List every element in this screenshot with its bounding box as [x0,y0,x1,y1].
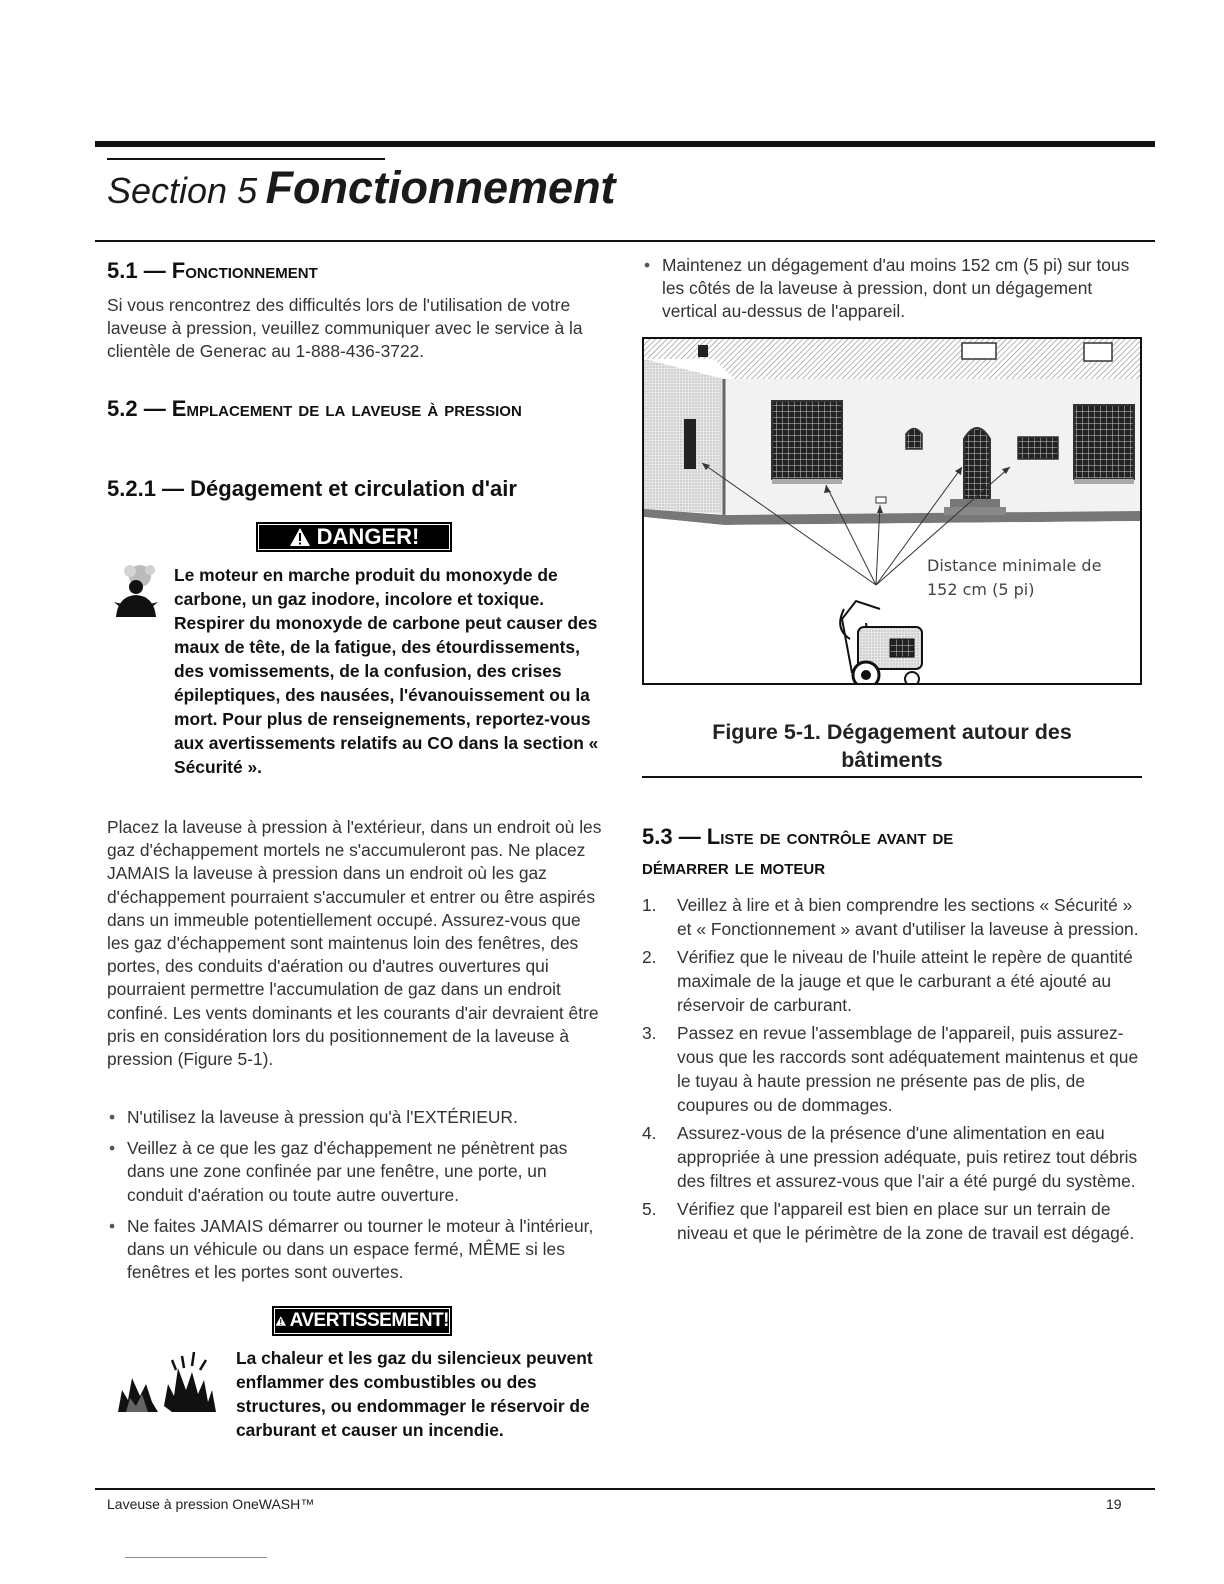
danger-label: DANGER! [316,524,420,549]
section-title: Fonctionnement [265,162,616,213]
list-item [642,1197,1142,1245]
list-item [642,1021,1142,1117]
step-text: Passez en revue l'assemblage de l'appareil, puis assurez-vous que les raccords sont adéquatement maintenus et que le tuyau à haute pression ne présente pas de plis, de coupures ou de dommages. [677,1023,1139,1115]
heading-5-1: 5.1 — Fonctionnement [107,258,318,283]
list-item: • Maintenez un dégagement d'au moins 152 cm (5 pi) sur tous les côtés de la laveuse à pression, dont un dégagement vertical au-dessus de l'appareil. [642,254,1142,324]
fire-hazard-icon [112,1350,228,1416]
heading-5-3-line-2: démarrer le moteur [642,854,826,879]
danger-badge [256,522,452,552]
figure-caption-line-2: bâtiments [841,748,943,772]
pre-start-checklist [642,893,1142,1249]
step-text: Vérifiez que l'appareil est bien en place sur un terrain de niveau et que le périmètre de la zone de travail est dégagé. [677,1199,1135,1243]
footer-rule [95,1488,1155,1490]
paragraph-5-1: Si vous rencontrez des difficultés lors de l'utilisation de votre laveuse à pression, veuillez communiquer avec le service à la clientèle de Generac au 1-888-436-3722. [107,295,583,362]
title-bottom-rule [95,240,1155,242]
top-rule [95,141,1155,147]
list-item: • Veillez à ce que les gaz d'échappement ne pénètrent pas dans une zone confinée par une fenêtre, une porte, un conduit d'aération ou toute autre ouverture. [107,1137,607,1207]
heading-5-2: 5.2 — Emplacement de la laveuse à pression [107,396,522,421]
step-number: 5. [642,1199,657,1219]
step-number: 3. [642,1023,657,1043]
carbon-monoxide-icon [106,562,166,618]
page-number: 19 [1106,1496,1122,1512]
figure-distance-label-line-2: 152 cm (5 pi) [927,580,1035,599]
warning-triangle-icon [275,1313,287,1329]
clearance-bullet [642,254,1142,332]
warning-badge [272,1306,452,1336]
warning-label: AVERTISSEMENT! [289,1310,449,1331]
list-item [642,893,1142,941]
figure-rule [642,776,1142,778]
step-number: 1. [642,895,657,915]
building-clearance-illustration [644,339,1140,683]
list-item [642,945,1142,1017]
bottom-link-line [125,1557,267,1558]
step-number: 4. [642,1123,657,1143]
page-title [107,160,616,227]
section-label: Section 5 [107,170,258,211]
list-item [642,1121,1142,1193]
footer-product-name: Laveuse à pression OneWASH™ [107,1496,315,1512]
heading-5-2-1: 5.2.1 — Dégagement et circulation d'air [107,476,517,501]
step-text: Assurez-vous de la présence d'une alimentation en eau appropriée à une pression adéquate, puis retirez tout débris des filtres et assurez-vous que l'air a été purgé du système. [677,1123,1138,1191]
list-item: • Ne faites JAMAIS démarrer ou tourner le moteur à l'intérieur, dans un véhicule ou dans un espace fermé, MÊME si les fenêtres et les portes sont ouvertes. [107,1215,607,1285]
heading-5-3 [642,822,1152,882]
warning-text: La chaleur et les gaz du silencieux peuvent enflammer des combustibles ou des structures, ou endommager le réservoir de carburant et causer un incendie. [236,1348,593,1440]
warning-triangle-icon [289,527,311,547]
figure-5-1 [642,337,1142,685]
placement-paragraph: Placez la laveuse à pression à l'extérieur, dans un endroit où les gaz d'échappement mortels ne s'accumuleront pas. Ne placez JAMAIS la laveuse à pression dans un endroit où les gaz d'échappement pourraient s'accumuler et entrer ou être aspirés dans un immeuble potentiellement occupé. Assurez-vous que les gaz d'échappement sont maintenus loin des fenêtres, des portes, des conduits d'aération ou d'autres ouvertures qui pourraient permettre l'accumulation de gaz dans un endroit confiné. Les vents dominants et les courants d'air devraient être pris en considération lors du positionnement de la laveuse à pression (Figure 5-1). [107,817,602,1070]
figure-caption [642,718,1142,774]
figure-distance-label-line-1: Distance minimale de [927,556,1102,575]
danger-text: Le moteur en marche produit du monoxyde de carbone, un gaz inodore, incolore et toxique. Respirer du monoxyde de carbone peut causer des maux de tête, de la fatigue, des étourdissements, des vomissements, de la confusion, des crises épileptiques, des nausées, l'évanouissement ou la mort. Pour plus de renseignements, reportez-vous aux avertissements relatifs au CO dans la section « Sécurité ». [174,565,599,777]
list-item: • N'utilisez la laveuse à pression qu'à l'EXTÉRIEUR. [107,1106,607,1129]
heading-5-3-line-1: 5.3 — Liste de contrôle avant de [642,824,954,849]
step-text: Vérifiez que le niveau de l'huile atteint le repère de quantité maximale de la jauge et que le carburant a été ajouté au réservoir de carburant. [677,947,1133,1015]
figure-caption-line-1: Figure 5-1. Dégagement autour des [712,720,1072,744]
step-text: Veillez à lire et à bien comprendre les sections « Sécurité » et « Fonctionnement » avant d'utiliser la laveuse à pression. [677,895,1139,939]
safety-bullet-list [107,1106,607,1292]
step-number: 2. [642,947,657,967]
